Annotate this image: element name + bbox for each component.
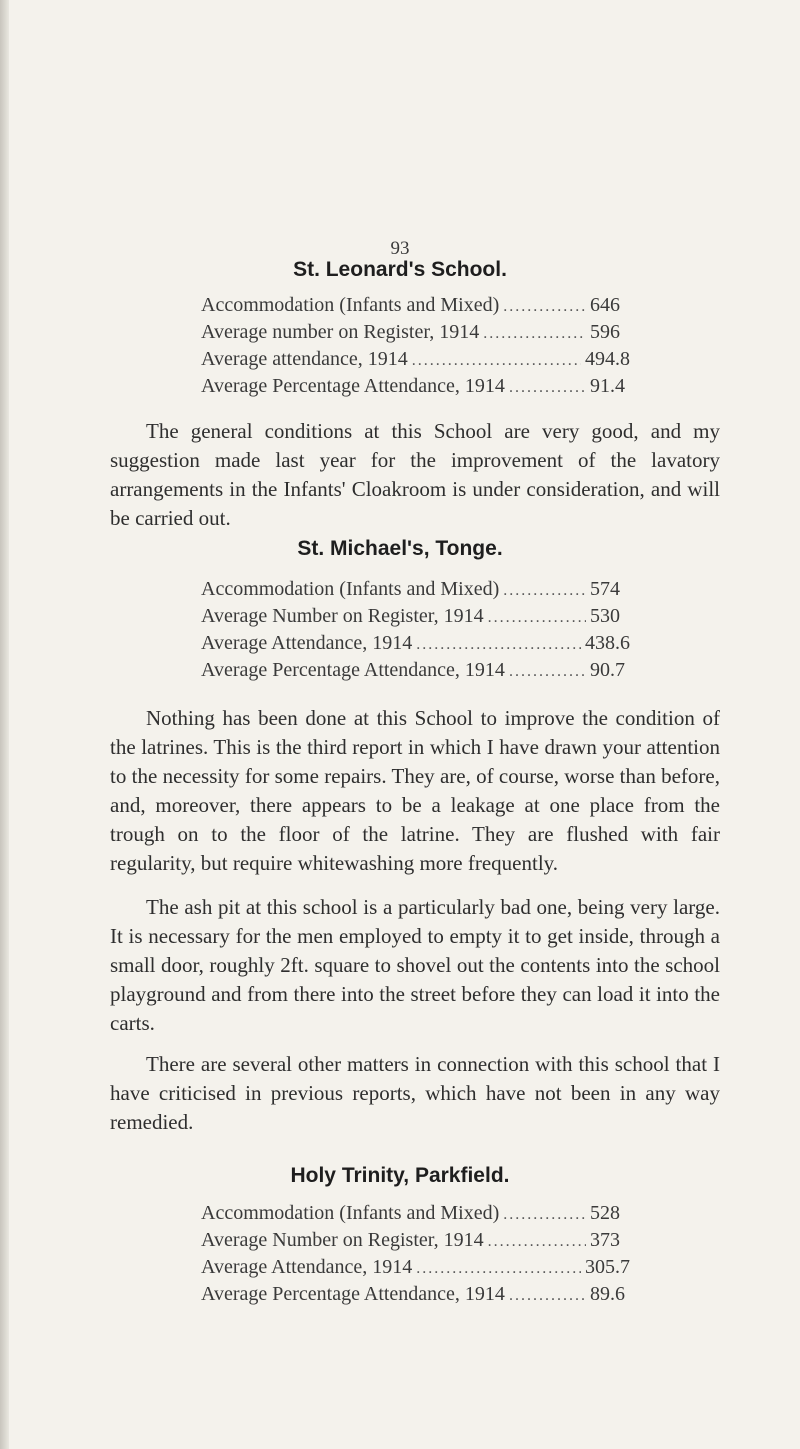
dot-leader (509, 663, 586, 681)
body-paragraph: The ash pit at this school is a particularly bad one, being very large. It is necessary for the men employed to empty it to get inside, through a small door, roughly 2ft. square to shovel out the contents into the school playground and from there into the street before they can load it into the carts. (110, 895, 720, 1035)
stats-table-holy-trinity (201, 1202, 630, 1310)
stat-row (201, 1229, 630, 1256)
body-paragraph: The general conditions at this School are very good, and my suggestion made last year for the improvement of the lavatory arrangements in the Infants' Cloakroom is under consideration, and will be carried out. (110, 419, 720, 530)
stat-value: 91.4 (590, 375, 625, 397)
stats-table-st-michaels (201, 578, 630, 686)
stat-value: 528 (590, 1202, 620, 1224)
dot-leader (509, 1287, 586, 1305)
stat-value: 596 (590, 321, 620, 343)
stat-label: Average Attendance, 1914 (201, 632, 413, 654)
section-title-holy-trinity: Holy Trinity, Parkfield. (290, 1164, 510, 1187)
stat-row (201, 321, 630, 348)
stat-value: 438.6 (585, 632, 630, 654)
stat-label: Average Percentage Attendance, 1914 (201, 1283, 505, 1305)
dot-leader (509, 379, 586, 397)
stat-row (201, 659, 630, 686)
stat-row (201, 605, 630, 632)
dot-leader (412, 352, 581, 370)
stat-label: Average Number on Register, 1914 (201, 605, 484, 627)
stat-row (201, 1202, 630, 1229)
stat-row (201, 578, 630, 605)
section-title-st-michaels: St. Michael's, Tonge. (297, 537, 503, 560)
stat-label: Average attendance, 1914 (201, 348, 408, 370)
dot-leader (488, 609, 586, 627)
body-paragraph: Nothing has been done at this School to improve the condition of the latrines. This is the third report in which I have drawn your attention to the necessity for some repairs. They are, of course, worse than before, and, moreover, there appears to be a leakage at one place from the trough on to the floor of the latrine. They are flushed with fair regularity, but require whitewashing more frequently. (110, 706, 720, 875)
section-title-st-leonards: St. Leonard's School. (293, 258, 507, 281)
stat-value: 646 (590, 294, 620, 316)
stats-table-st-leonards (201, 294, 630, 402)
stat-value: 494.8 (585, 348, 630, 370)
stat-label: Average Percentage Attendance, 1914 (201, 659, 505, 681)
stat-label: Average Percentage Attendance, 1914 (201, 375, 505, 397)
stat-value: 89.6 (590, 1283, 625, 1305)
stat-value: 574 (590, 578, 620, 600)
stat-row (201, 632, 630, 659)
stat-value: 90.7 (590, 659, 625, 681)
dot-leader (503, 1206, 586, 1224)
stat-value: 373 (590, 1229, 620, 1251)
dot-leader (416, 636, 581, 654)
dot-leader (416, 1260, 581, 1278)
stat-value: 305.7 (585, 1256, 630, 1278)
stat-value: 530 (590, 605, 620, 627)
stat-label: Average number on Register, 1914 (201, 321, 480, 343)
stat-label: Accommodation (Infants and Mixed) (201, 578, 500, 600)
dot-leader (503, 298, 586, 316)
page-number: 93 (390, 238, 410, 259)
stat-row (201, 294, 630, 321)
stat-row (201, 1283, 630, 1310)
stat-row (201, 1256, 630, 1283)
dot-leader (503, 582, 586, 600)
stat-label: Average Number on Register, 1914 (201, 1229, 484, 1251)
dot-leader (483, 325, 586, 343)
stat-row (201, 348, 630, 375)
stat-label: Accommodation (Infants and Mixed) (201, 294, 500, 316)
stat-label: Accommodation (Infants and Mixed) (201, 1202, 500, 1224)
body-paragraph: There are several other matters in connection with this school that I have criticised in previous reports, which have not been in any way remedied. (110, 1052, 720, 1134)
stat-row (201, 375, 630, 402)
dot-leader (488, 1233, 586, 1251)
stat-label: Average Attendance, 1914 (201, 1256, 413, 1278)
